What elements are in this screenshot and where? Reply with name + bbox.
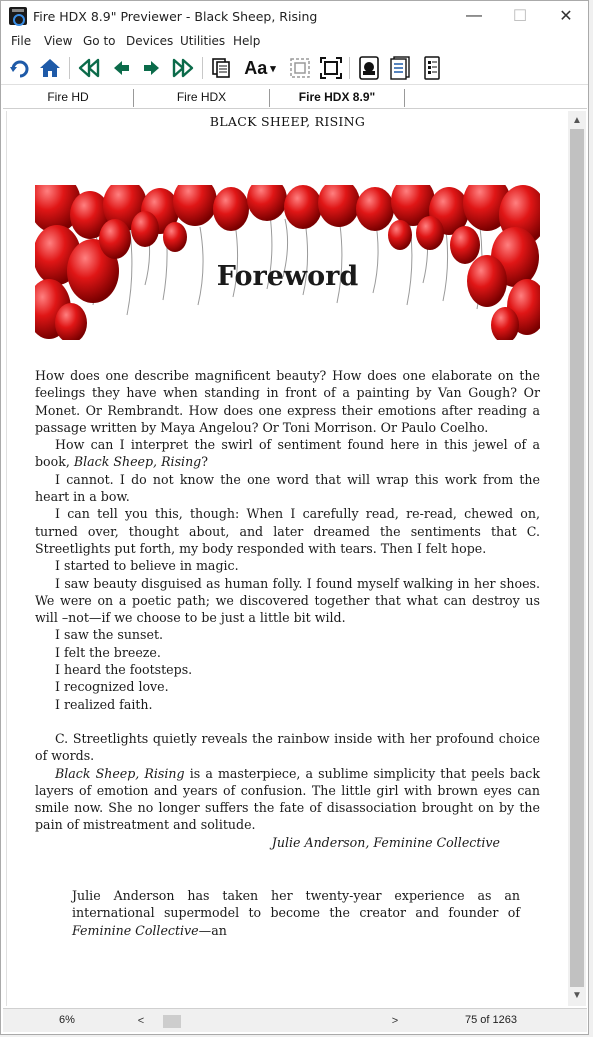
bio-text: Julie Anderson has taken her twenty-year experience as an international supermodel to become the creator and founder of <box>72 888 520 921</box>
paragraph: I recognized love. <box>55 679 169 695</box>
book-page[interactable] <box>6 111 568 1006</box>
author-bio <box>35 887 540 939</box>
paragraph: I felt the breeze. <box>55 644 161 660</box>
paragraph: I realized faith. <box>55 696 153 712</box>
font-label: Aa <box>244 57 268 78</box>
tab-fire-hd[interactable]: Fire HD <box>47 90 89 104</box>
chapter-banner-image <box>35 185 540 340</box>
signature: Julie Anderson, Feminine Collective <box>271 834 500 850</box>
menu-file[interactable]: File <box>11 34 32 48</box>
phone-icon[interactable] <box>419 55 445 81</box>
slider-thumb[interactable] <box>163 1015 181 1028</box>
paragraph-text: ? <box>201 454 209 470</box>
title-bar <box>1 1 588 31</box>
chapter-title: Foreword <box>216 261 359 292</box>
paragraph: I saw beauty disguised as human folly. I found myself walking in her shoes. We were on a poetic path; we discovered together that what can destroy us will –not—if we choose to be just a little bit wild. <box>35 575 540 626</box>
paragraph-gap <box>35 713 540 730</box>
toolbar-separator <box>202 57 203 79</box>
menu-devices[interactable]: Devices <box>126 34 174 48</box>
last-page-icon[interactable] <box>170 55 196 81</box>
maximize-button[interactable]: ☐ <box>512 8 528 25</box>
paragraph: C. Streetlights quietly reveals the rainbow inside with her profound choice of words. <box>35 730 540 764</box>
publication-italic: Feminine Collective <box>72 922 199 938</box>
page-indicator: 75 of 1263 <box>465 1014 517 1026</box>
menu-help[interactable]: Help <box>233 34 261 48</box>
vertical-scrollbar[interactable] <box>568 111 586 1006</box>
fit-page-icon[interactable] <box>287 55 313 81</box>
fullscreen-icon[interactable] <box>318 55 344 81</box>
toolbar <box>1 51 588 85</box>
tab-fire-hdx-8-9[interactable]: Fire HDX 8.9" <box>298 90 376 104</box>
slider-right-icon[interactable]: > <box>391 1015 399 1027</box>
home-icon[interactable] <box>37 55 63 81</box>
tab-divider <box>404 89 405 107</box>
menu-bar <box>1 31 588 51</box>
paragraph: I heard the footsteps. <box>55 662 193 678</box>
paragraph-text: How can I interpret the swirl of sentiment found here in this jewel of a book, <box>35 437 540 470</box>
bio-text: —an <box>198 922 227 938</box>
paragraph: I cannot. I do not know the one word that will wrap this work from the heart in a bow. <box>35 471 540 505</box>
first-page-icon[interactable] <box>76 55 102 81</box>
device-tabs <box>3 87 587 109</box>
page-slider[interactable] <box>133 1013 403 1029</box>
font-icon[interactable] <box>240 55 280 81</box>
book-title-italic: Black Sheep, Rising <box>73 454 202 470</box>
menu-utilities[interactable]: Utilities <box>180 34 226 48</box>
toolbar-separator <box>349 57 350 79</box>
next-page-icon[interactable] <box>139 55 165 81</box>
app-icon <box>9 7 27 25</box>
menu-view[interactable]: View <box>44 34 73 48</box>
refresh-icon[interactable] <box>7 55 33 81</box>
paragraph <box>35 436 540 471</box>
minimize-button[interactable]: — <box>466 7 482 24</box>
tab-fire-hdx[interactable]: Fire HDX <box>176 90 227 104</box>
toolbar-separator <box>69 57 70 79</box>
paragraph: I can tell you this, though: When I carefully read, re-read, chewed on, turned over, thought about, and later dreamed the sentiments that C. Streetlights put forth, my body responded with tears. Then I felt hope. <box>35 506 540 556</box>
zoom-level: 6% <box>59 1014 75 1026</box>
running-head: BLACK SHEEP, RISING <box>209 114 366 129</box>
close-button[interactable]: ✕ <box>559 8 573 25</box>
paragraph <box>35 765 540 834</box>
previous-page-icon[interactable] <box>108 55 134 81</box>
status-bar <box>3 1008 587 1032</box>
book-text <box>35 367 540 939</box>
kindle-device-icon[interactable] <box>356 55 382 81</box>
scroll-thumb[interactable] <box>570 129 584 987</box>
menu-goto[interactable]: Go to <box>83 34 116 48</box>
scroll-down-icon[interactable]: ▼ <box>572 990 582 1001</box>
paragraph: I saw the sunset. <box>55 627 164 643</box>
book-title-italic: Black Sheep, Rising <box>55 765 185 781</box>
scroll-up-icon[interactable]: ▲ <box>572 115 582 126</box>
paragraph: How does one describe magnificent beauty? How does one elaborate on the feelings they have when standing in front of a painting by Van Gough? Or Monet. Or Rembrandt. How does one express their emotions after reading a passage written by Maya Angelou? Or Toni Morrison. Or Paulo Coelho. <box>35 368 540 435</box>
window-title: Fire HDX 8.9" Previewer - Black Sheep, Rising <box>33 9 318 24</box>
tablet-icon[interactable] <box>387 55 413 81</box>
paragraph-text: is a masterpiece, a sublime simplicity that peels back layers of emotion and years of confusion. The little girl with brown eyes can smile now. She no longer suffers the fate of disassociation brought on by the pain of mistreatment and solitude. <box>35 765 540 833</box>
slider-left-icon[interactable]: < <box>137 1015 145 1027</box>
document-icon[interactable] <box>208 55 234 81</box>
chevron-down-icon: ▾ <box>270 62 276 75</box>
paragraph: I started to believe in magic. <box>55 558 239 574</box>
